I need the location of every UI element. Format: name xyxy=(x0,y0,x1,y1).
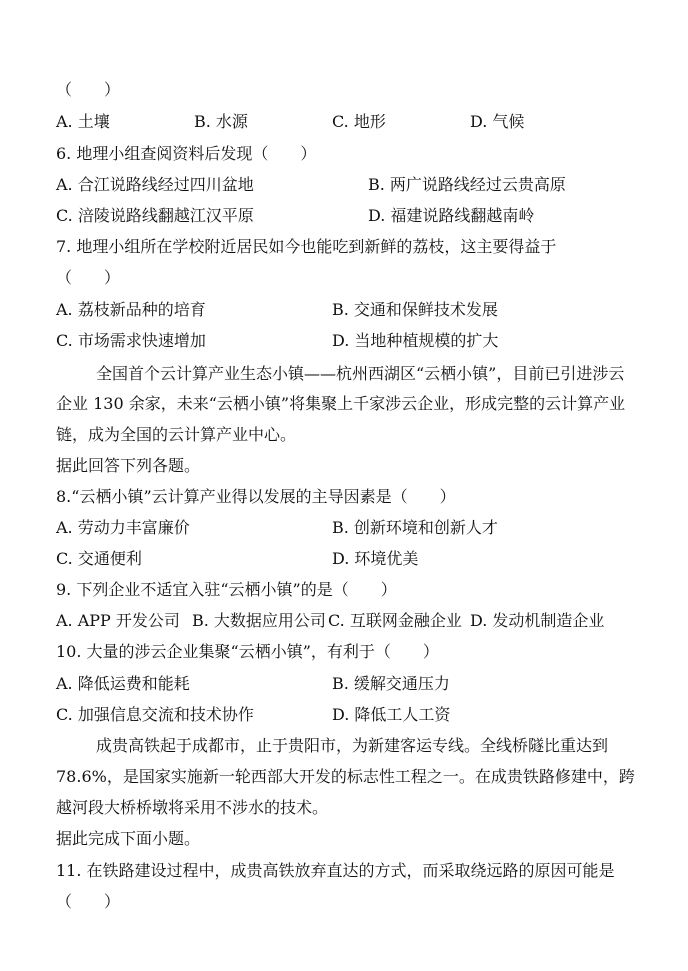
q10-option-b: B. 缓解交通压力 xyxy=(332,674,450,693)
q10-option-c: C. 加强信息交流和技术协作 xyxy=(56,705,254,724)
q10-option-d: D. 降低工人工资 xyxy=(332,705,451,724)
passage-1-line-3: 链，成为全国的云计算产业中心。 xyxy=(56,425,297,444)
q8-option-a: A. 劳动力丰富廉价 xyxy=(56,518,190,537)
question-10: 10. 大量的涉云企业集聚“云栖小镇”，有利于（ ） xyxy=(56,642,439,661)
q6-option-d: D. 福建说路线翻越南岭 xyxy=(368,206,535,225)
question-8: 8.“云栖小镇”云计算产业得以发展的主导因素是（ ） xyxy=(56,487,456,506)
question-9: 9. 下列企业不适宜入驻“云栖小镇”的是（ ） xyxy=(56,580,397,599)
q5-option-d: D. 气候 xyxy=(470,112,525,131)
q9-option-a: A. APP 开发公司 xyxy=(56,611,180,630)
q7-option-b: B. 交通和保鲜技术发展 xyxy=(332,300,498,319)
q5-option-a: A. 土壤 xyxy=(56,112,110,131)
q9-option-d: D. 发动机制造企业 xyxy=(470,611,605,630)
question-6: 6. 地理小组查阅资料后发现（ ） xyxy=(56,144,317,163)
passage-2-line-1: 成贵高铁起于成都市，止于贵阳市，为新建客运专线。全线桥隧比重达到 xyxy=(96,736,609,755)
question-11-paren: （ ） xyxy=(56,892,121,911)
question-7: 7. 地理小组所在学校附近居民如今也能吃到新鲜的荔枝，这主要得益于 xyxy=(56,237,557,256)
q7-option-d: D. 当地种植规模的扩大 xyxy=(332,331,499,350)
q6-option-c: C. 涪陵说路线翻越江汉平原 xyxy=(56,206,254,225)
q8-option-c: C. 交通便利 xyxy=(56,549,142,568)
answer-paren: （ ） xyxy=(56,80,121,99)
q9-option-c: C. 互联网金融企业 xyxy=(328,611,462,630)
passage-1-instruction: 据此回答下列各题。 xyxy=(56,456,201,475)
question-11: 11. 在铁路建设过程中，成贵高铁放弃直达的方式，而采取绕远路的原因可能是 xyxy=(56,861,615,880)
q10-option-a: A. 降低运费和能耗 xyxy=(56,674,190,693)
q6-option-b: B. 两广说路线经过云贵高原 xyxy=(368,175,566,194)
question-7-paren: （ ） xyxy=(56,268,121,287)
q5-option-b: B. 水源 xyxy=(194,112,248,131)
passage-1-line-2: 企业 130 余家，未来“云栖小镇”将集聚上千家涉云企业，形成完整的云计算产业 xyxy=(56,394,626,413)
q8-option-b: B. 创新环境和创新人才 xyxy=(332,518,498,537)
passage-2-instruction: 据此完成下面小题。 xyxy=(56,829,201,848)
passage-2-line-3: 越河段大桥桥墩将采用不涉水的技术。 xyxy=(56,798,329,817)
q8-option-d: D. 环境优美 xyxy=(332,549,419,568)
q9-option-b: B. 大数据应用公司 xyxy=(192,611,326,630)
q5-option-c: C. 地形 xyxy=(332,112,386,131)
q7-option-c: C. 市场需求快速增加 xyxy=(56,331,206,350)
passage-1-line-1: 全国首个云计算产业生态小镇——杭州西湖区“云栖小镇”，目前已引进涉云 xyxy=(96,364,625,383)
q6-option-a: A. 合江说路线经过四川盆地 xyxy=(56,175,254,194)
q7-option-a: A. 荔枝新品种的培育 xyxy=(56,300,206,319)
passage-2-line-2: 78.6%，是国家实施新一轮西部大开发的标志性工程之一。在成贵铁路修建中，跨 xyxy=(56,767,635,786)
